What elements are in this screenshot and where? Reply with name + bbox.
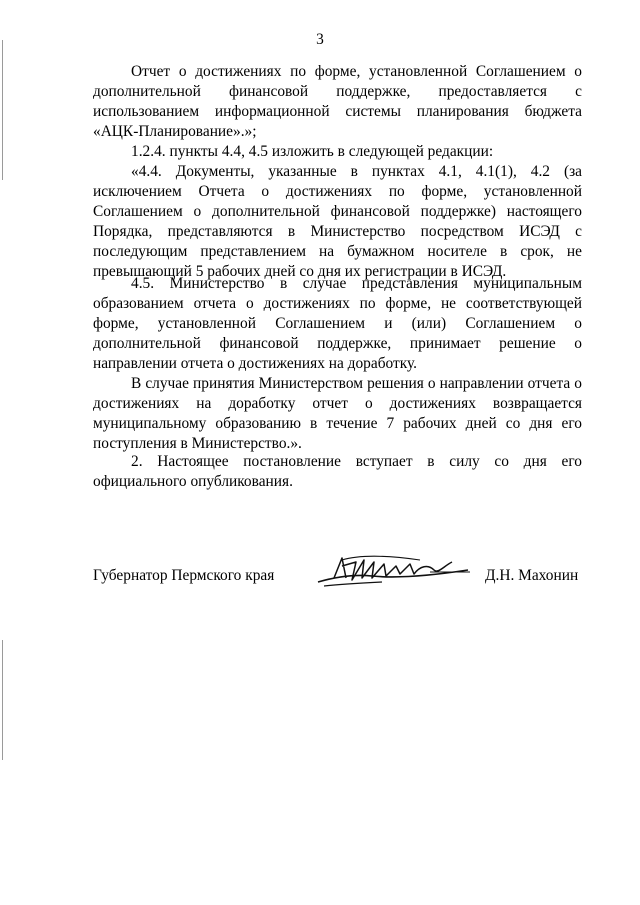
- scan-edge-mark: [2, 40, 3, 180]
- paragraph-clause-4-4: [93, 162, 582, 282]
- paragraph-item-1-2-4: [93, 142, 582, 162]
- paragraph-text: В случае принятия Министерством решения о направлении отчета о достижениях на доработку отчет о достижениях возвращается муниципальному образованию в течение 7 рабочих дней со дня его поступления в Министерство.».: [93, 375, 582, 452]
- paragraph-text: 2. Настоящее постановление вступает в силу со дня его официального опубликования.: [93, 453, 582, 490]
- paragraph-effective-date: [93, 452, 582, 492]
- handwritten-signature: [312, 548, 472, 593]
- page-number: 3: [316, 31, 324, 48]
- signatory-name: Д.Н. Махонин: [485, 567, 579, 584]
- paragraph-report-form: [93, 62, 582, 142]
- scan-edge-mark: [2, 640, 3, 760]
- paragraph-text: Отчет о достижениях по форме, установленной Соглашением о дополнительной финансовой поддержке, предоставляется с использованием информационной системы планирования бюджета «АЦК-Планирование».»;: [93, 63, 582, 140]
- paragraph-return-report: [93, 374, 582, 454]
- signatory-position: Губернатор Пермского края: [93, 567, 275, 584]
- paragraph-text: 4.5. Министерство в случае представления муниципальным образованием отчета о достижениях по форме, не соответствующей форме, установленной Соглашением и (или) Соглашением о дополнительной финансовой поддержке, принимает решение о направлении отчета о достижениях на доработку.: [93, 275, 582, 372]
- paragraph-text: 1.2.4. пункты 4.4, 4.5 изложить в следующей редакции:: [131, 143, 494, 160]
- paragraph-clause-4-5: [93, 274, 582, 374]
- paragraph-text: «4.4. Документы, указанные в пунктах 4.1, 4.1(1), 4.2 (за исключением Отчета о достижениях по форме, установленной Соглашением о дополнительной финансовой поддержке) настоящего Порядка, представляются в Министерство посредством ИСЭД с последующим представлением на бумажном носителе в срок, не превышающий 5 рабочих дней со дня их регистрации в ИСЭД.: [93, 163, 582, 280]
